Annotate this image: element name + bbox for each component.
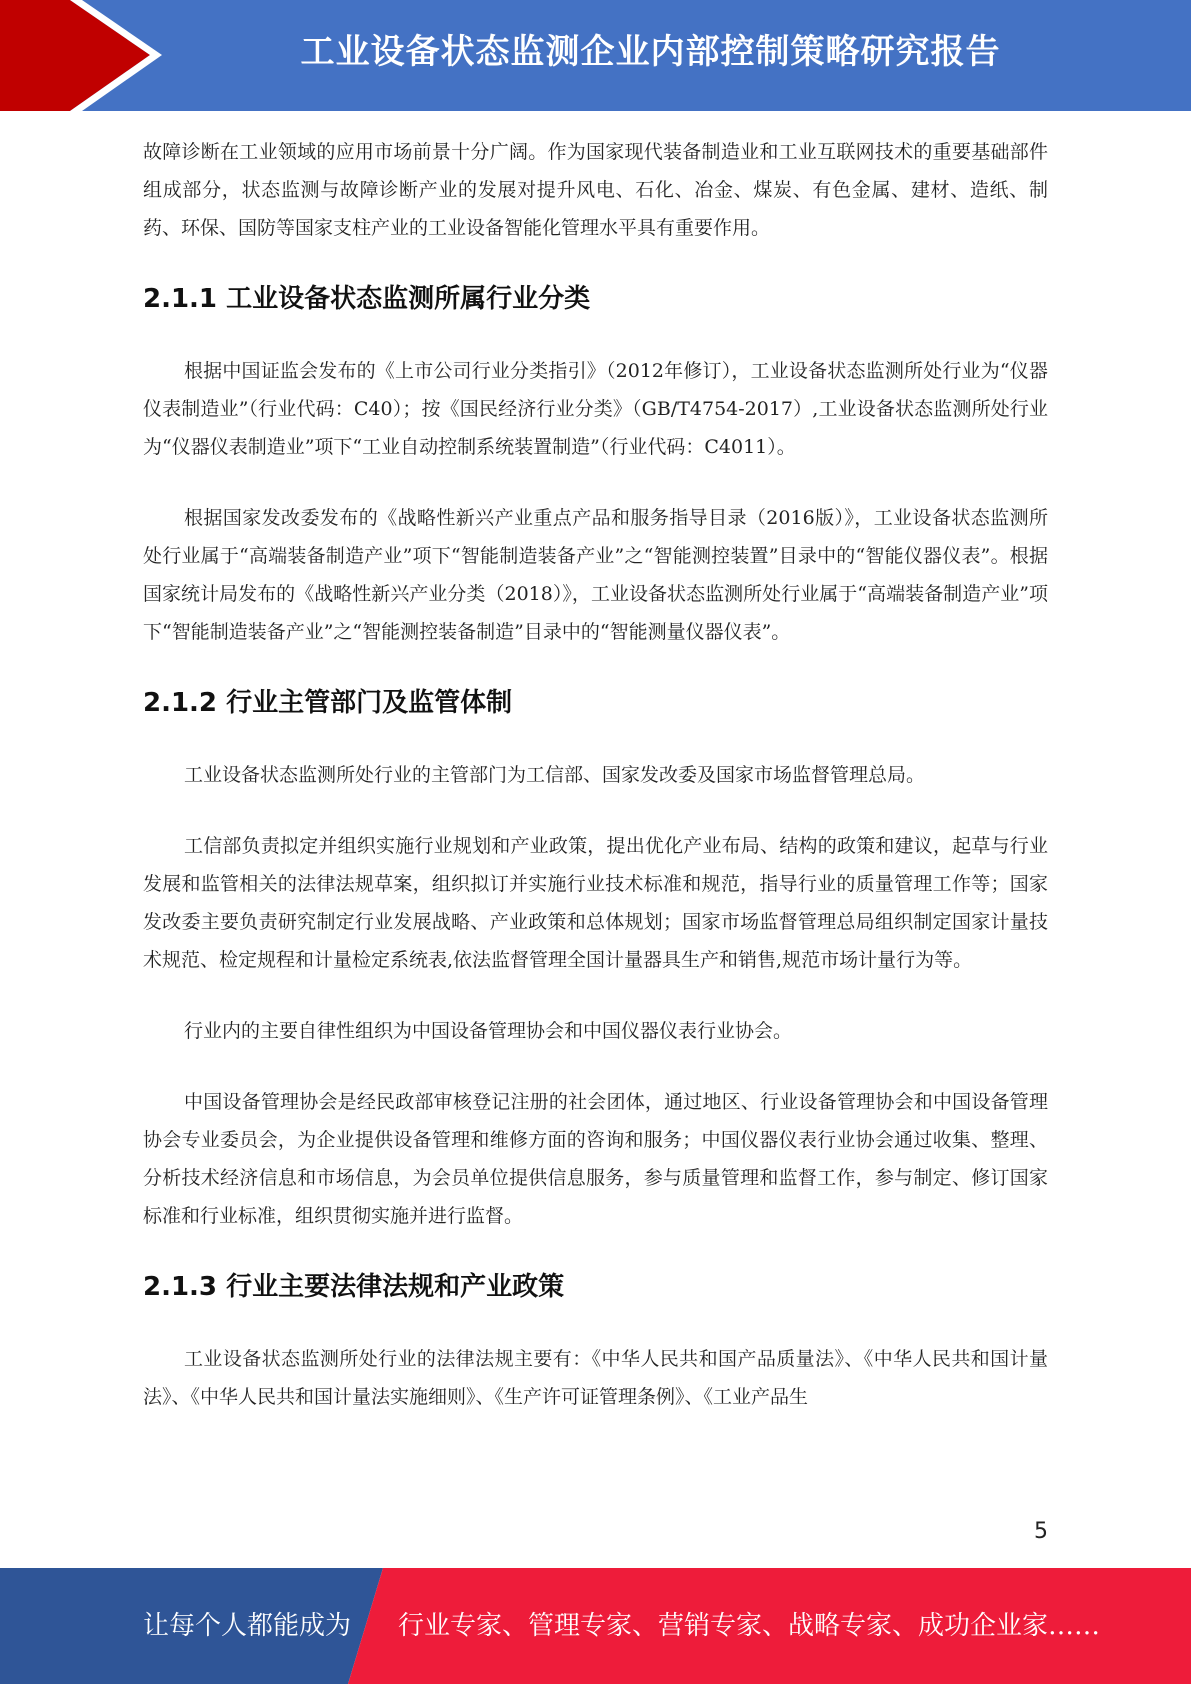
- footer-banner: [0, 1568, 1191, 1684]
- header-banner: [0, 0, 1191, 111]
- body-paragraph: 工业设备状态监测所处行业的主管部门为工信部、国家发改委及国家市场监督管理总局。: [184, 764, 926, 786]
- body-paragraph: 根据中国证监会发布的《上市公司行业分类指引》（2012年修订），工业设备状态监测所处行业为“仪器仪表制造业”（行业代码：C40）；按《国民经济行业分类》（GB/T4754-2017）,工业设备状态监测所处行业为“仪器仪表制造业”项下“工业自动控制系统装置制造”（行业代码：C4011）。: [143, 360, 1048, 458]
- section-heading: 2.1.2 行业主管部门及监管体制: [143, 688, 513, 718]
- body-paragraph: 故障诊断在工业领域的应用市场前景十分广阔。作为国家现代装备制造业和工业互联网技术的重要基础部件组成部分，状态监测与故障诊断产业的发展对提升风电、石化、冶金、煤炭、有色金属、建材、造纸、制药、环保、国防等国家支柱产业的工业设备智能化管理水平具有重要作用。: [143, 141, 1048, 239]
- body-paragraph: 中国设备管理协会是经民政部审核登记注册的社会团体，通过地区、行业设备管理协会和中国设备管理协会专业委员会，为企业提供设备管理和维修方面的咨询和服务；中国仪器仪表行业协会通过收集、整理、分析技术经济信息和市场信息，为会员单位提供信息服务，参与质量管理和监督工作，参与制定、修订国家标准和行业标准，组织贯彻实施并进行监督。: [143, 1091, 1048, 1227]
- body-paragraph: 行业内的主要自律性组织为中国设备管理协会和中国仪器仪表行业协会。: [184, 1020, 793, 1042]
- body-paragraph: 工信部负责拟定并组织实施行业规划和产业政策，提出优化产业布局、结构的政策和建议，起草与行业发展和监管相关的法律法规草案，组织拟订并实施行业技术标准和规范，指导行业的质量管理工作等；国家发改委主要负责研究制定行业发展战略、产业政策和总体规划；国家市场监督管理总局组织制定国家计量技术规范、检定规程和计量检定系统表,依法监督管理全国计量器具生产和销售,规范市场计量行为等。: [143, 835, 1048, 971]
- body-paragraph: 工业设备状态监测所处行业的法律法规主要有：《中华人民共和国产品质量法》、《中华人民共和国计量法》、《中华人民共和国计量法实施细则》、《生产许可证管理条例》、《工业产品生: [143, 1348, 1048, 1408]
- document-body: [143, 133, 1048, 1416]
- section-heading: 2.1.3 行业主要法律法规和产业政策: [143, 1272, 565, 1302]
- section-heading: 2.1.1 工业设备状态监测所属行业分类: [143, 284, 591, 314]
- page-number: 5: [1034, 1519, 1048, 1544]
- footer-slogan-left: 让每个人都能成为: [143, 1611, 352, 1641]
- footer-slogan-right: 行业专家、管理专家、营销专家、战略专家、成功企业家……: [398, 1611, 1101, 1641]
- body-paragraph: 根据国家发改委发布的《战略性新兴产业重点产品和服务指导目录（2016版）》，工业设备状态监测所处行业属于“高端装备制造产业”项下“智能制造装备产业”之“智能测控装置”目录中的“智能仪器仪表”。根据国家统计局发布的《战略性新兴产业分类（2018）》，工业设备状态监测所处行业属于“高端装备制造产业”项下“智能制造装备产业”之“智能测控装备制造”目录中的“智能测量仪器仪表”。: [143, 507, 1048, 643]
- document-title: 工业设备状态监测企业内部控制策略研究报告: [300, 32, 1001, 72]
